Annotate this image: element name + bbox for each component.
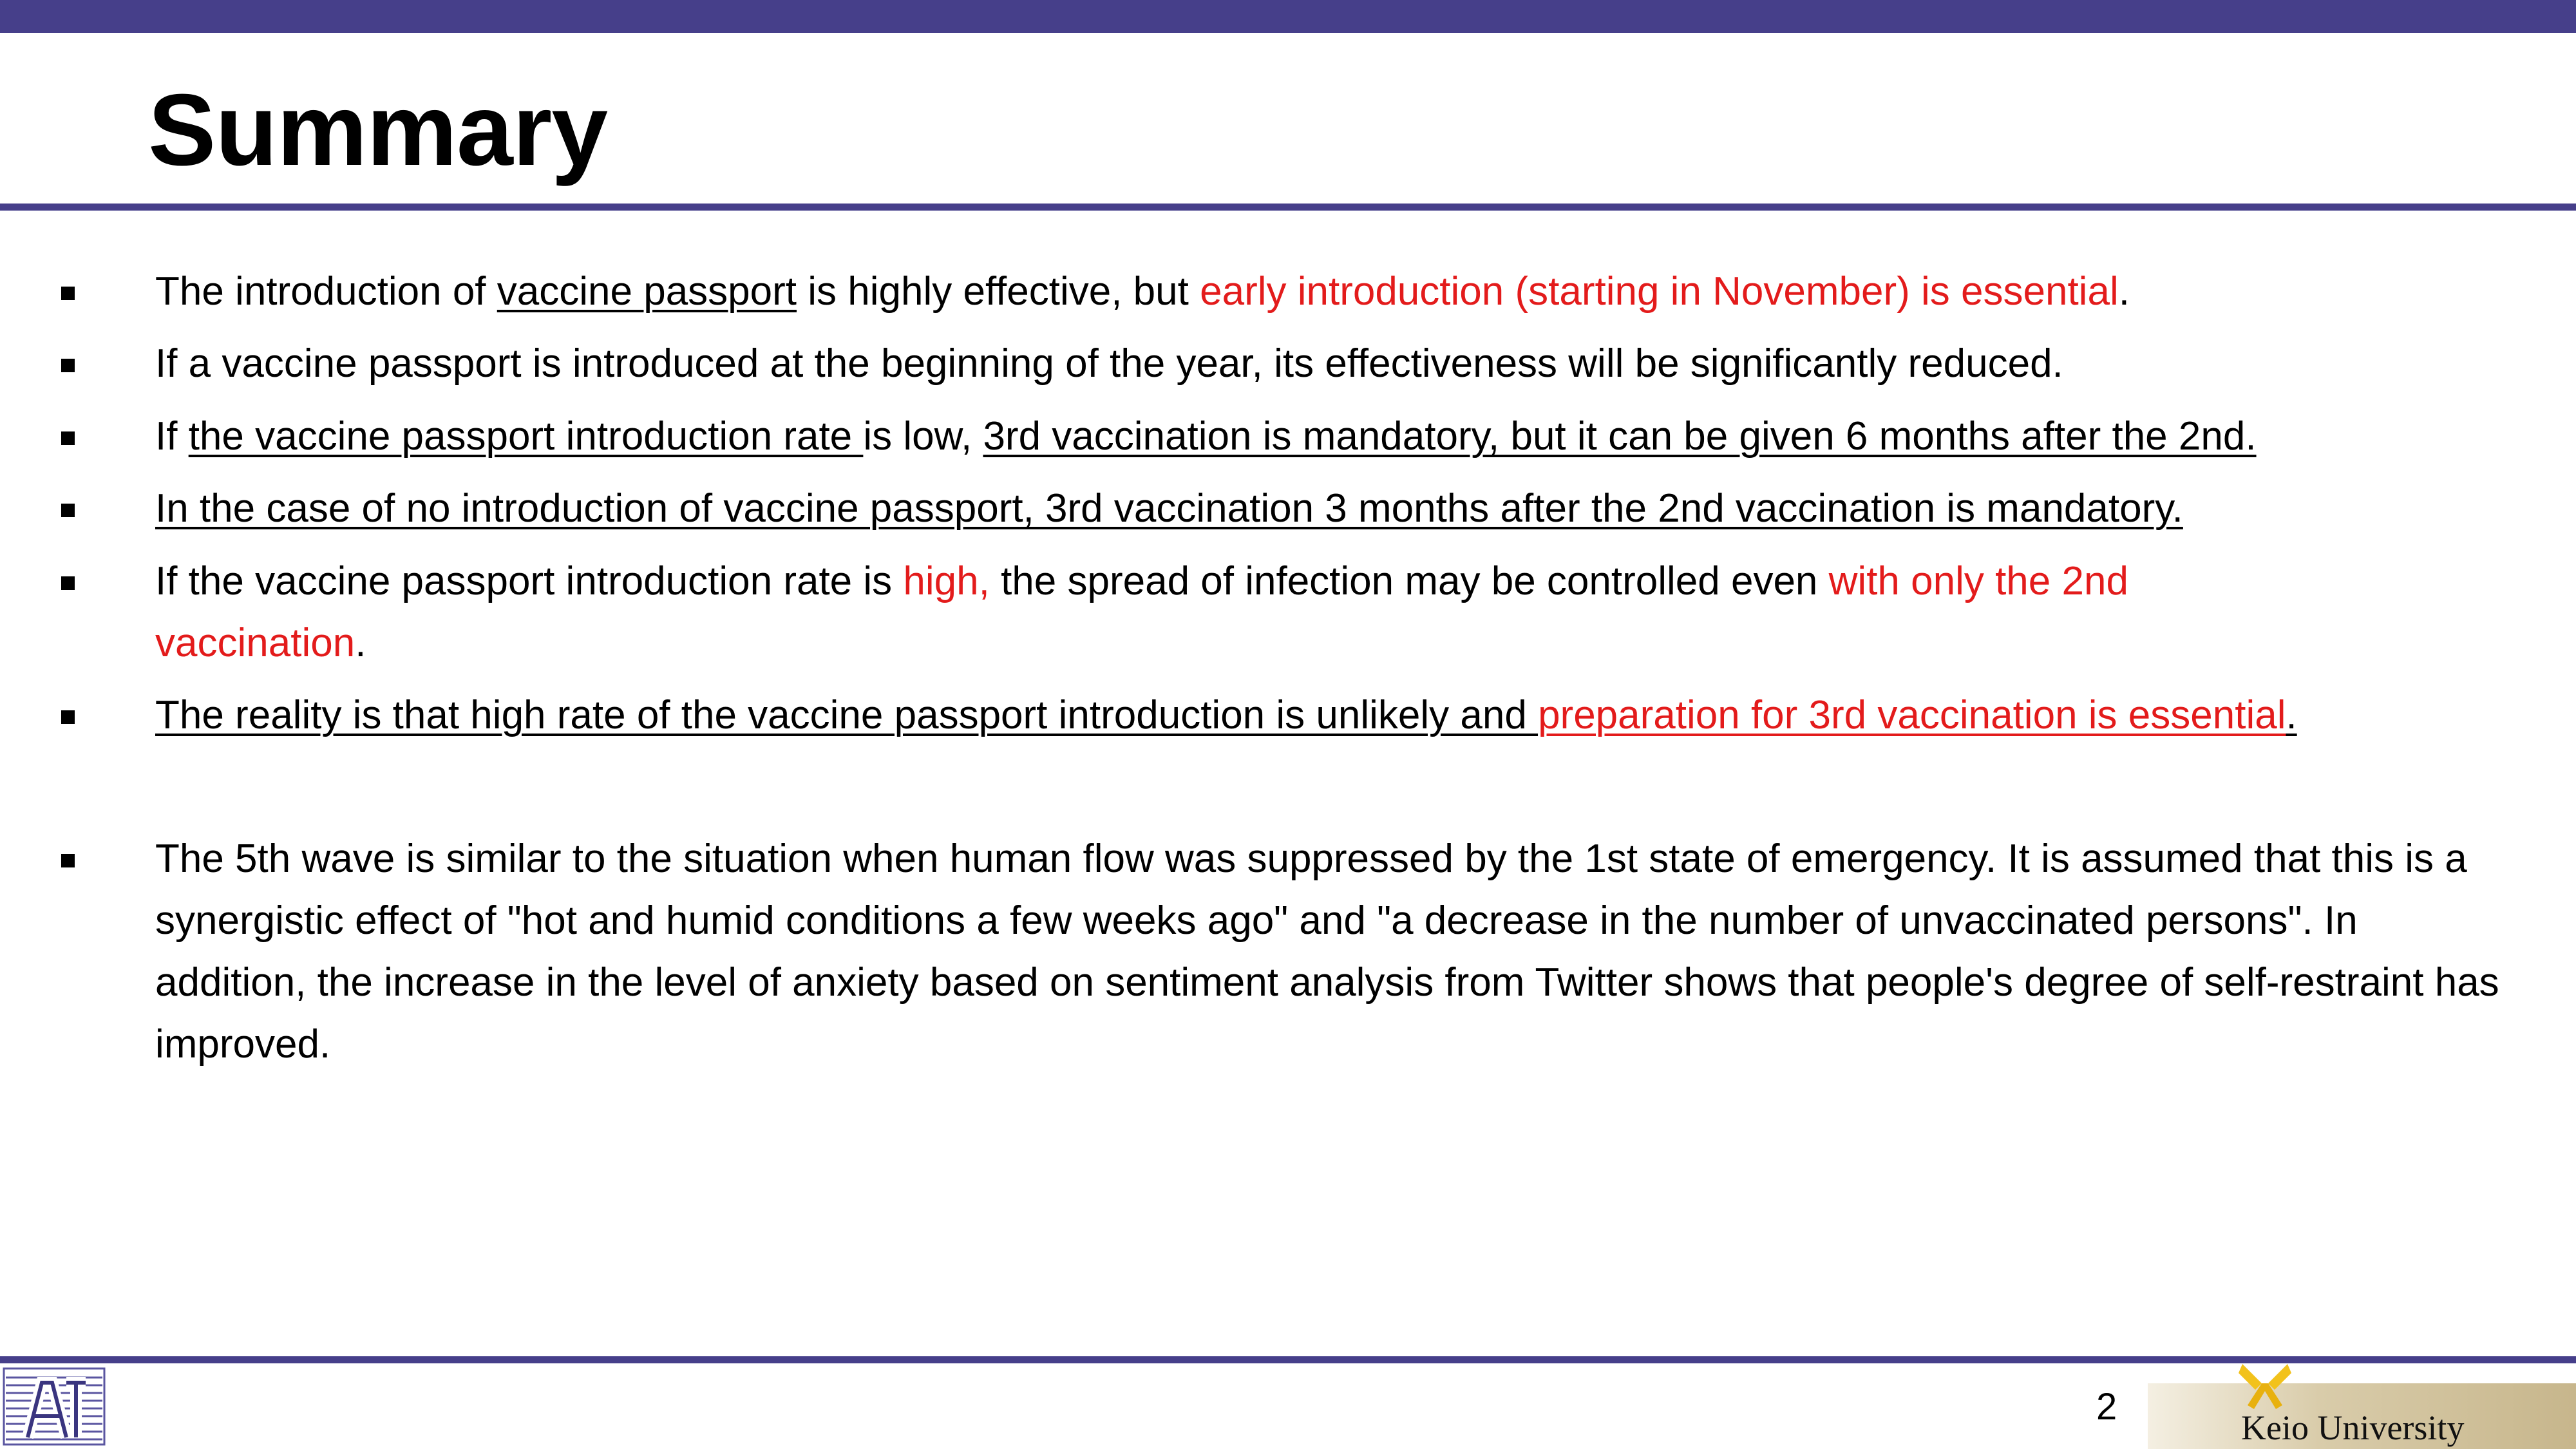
bullet-text-underlined: In the case of no introduction of vaccine passport, 3rd vaccination 3 months after the 2nd vaccination is mandatory. <box>155 486 2183 531</box>
bullet-item <box>155 406 2512 468</box>
bullet-text: is low, <box>863 414 983 459</box>
bullet-item <box>155 261 2512 323</box>
bullet-text: . <box>2118 269 2130 314</box>
bullet-text-underlined: . <box>2286 693 2297 737</box>
bullet-text: The 5th wave is similar to the situation when human flow was suppressed by the 1st state of emergency. It is assumed that this is a synergistic effect of "hot and humid conditions a few weeks ago" and "a decrease in the number of unvaccinated persons". In addition, the increase in the level of anxiety based on sentiment analysis from Twitter shows that people's degree of self-restraint has improved. <box>155 837 2499 1066</box>
bullet-text-emphasis: early introduction (starting in November) is essential <box>1200 269 2119 314</box>
bullet-item <box>155 551 2345 674</box>
title-divider <box>0 204 2576 211</box>
university-name: Keio University <box>2241 1408 2465 1447</box>
bullet-item <box>155 685 2512 746</box>
bullet-text: is highly effective, but <box>797 269 1200 314</box>
bullet-text: If a vaccine passport is introduced at the beginning of the year, its effectiveness will be significantly reduced. <box>155 341 2063 386</box>
bullet-text-emphasis: high, <box>903 559 990 603</box>
slide-title: Summary <box>148 73 608 187</box>
bullet-text-underlined: The reality is that high rate of the vaccine passport introduction is unlikely and <box>155 693 1539 737</box>
bullet-item <box>155 333 2512 395</box>
bullet-text-underlined: 3rd vaccination is mandatory, but it can be given 6 months after the 2nd. <box>983 414 2257 459</box>
bullet-text: The introduction of <box>155 269 497 314</box>
bullet-text: If <box>155 414 189 459</box>
bullet-text-underlined: vaccine passport <box>497 269 797 314</box>
top-accent-bar <box>0 0 2576 33</box>
bullet-text: If the vaccine passport introduction rate is <box>155 559 904 603</box>
bullet-text-underlined: the vaccine passport introduction rate <box>188 414 864 459</box>
page-number: 2 <box>2096 1386 2117 1428</box>
bullet-item <box>155 478 2512 540</box>
bullet-text-emphasis: preparation for 3rd vaccination is essential <box>1538 693 2286 737</box>
keio-pen-mark-icon <box>2236 1359 2294 1412</box>
lab-logo-icon <box>2 1363 106 1449</box>
bullet-text: . <box>355 621 366 665</box>
bullet-text: the spread of infection may be controlled even <box>989 559 1829 603</box>
bullet-text-emphasis: with only the 2nd vaccination <box>155 559 2128 665</box>
bullet-item <box>155 828 2499 1075</box>
footer-divider <box>0 1356 2576 1363</box>
